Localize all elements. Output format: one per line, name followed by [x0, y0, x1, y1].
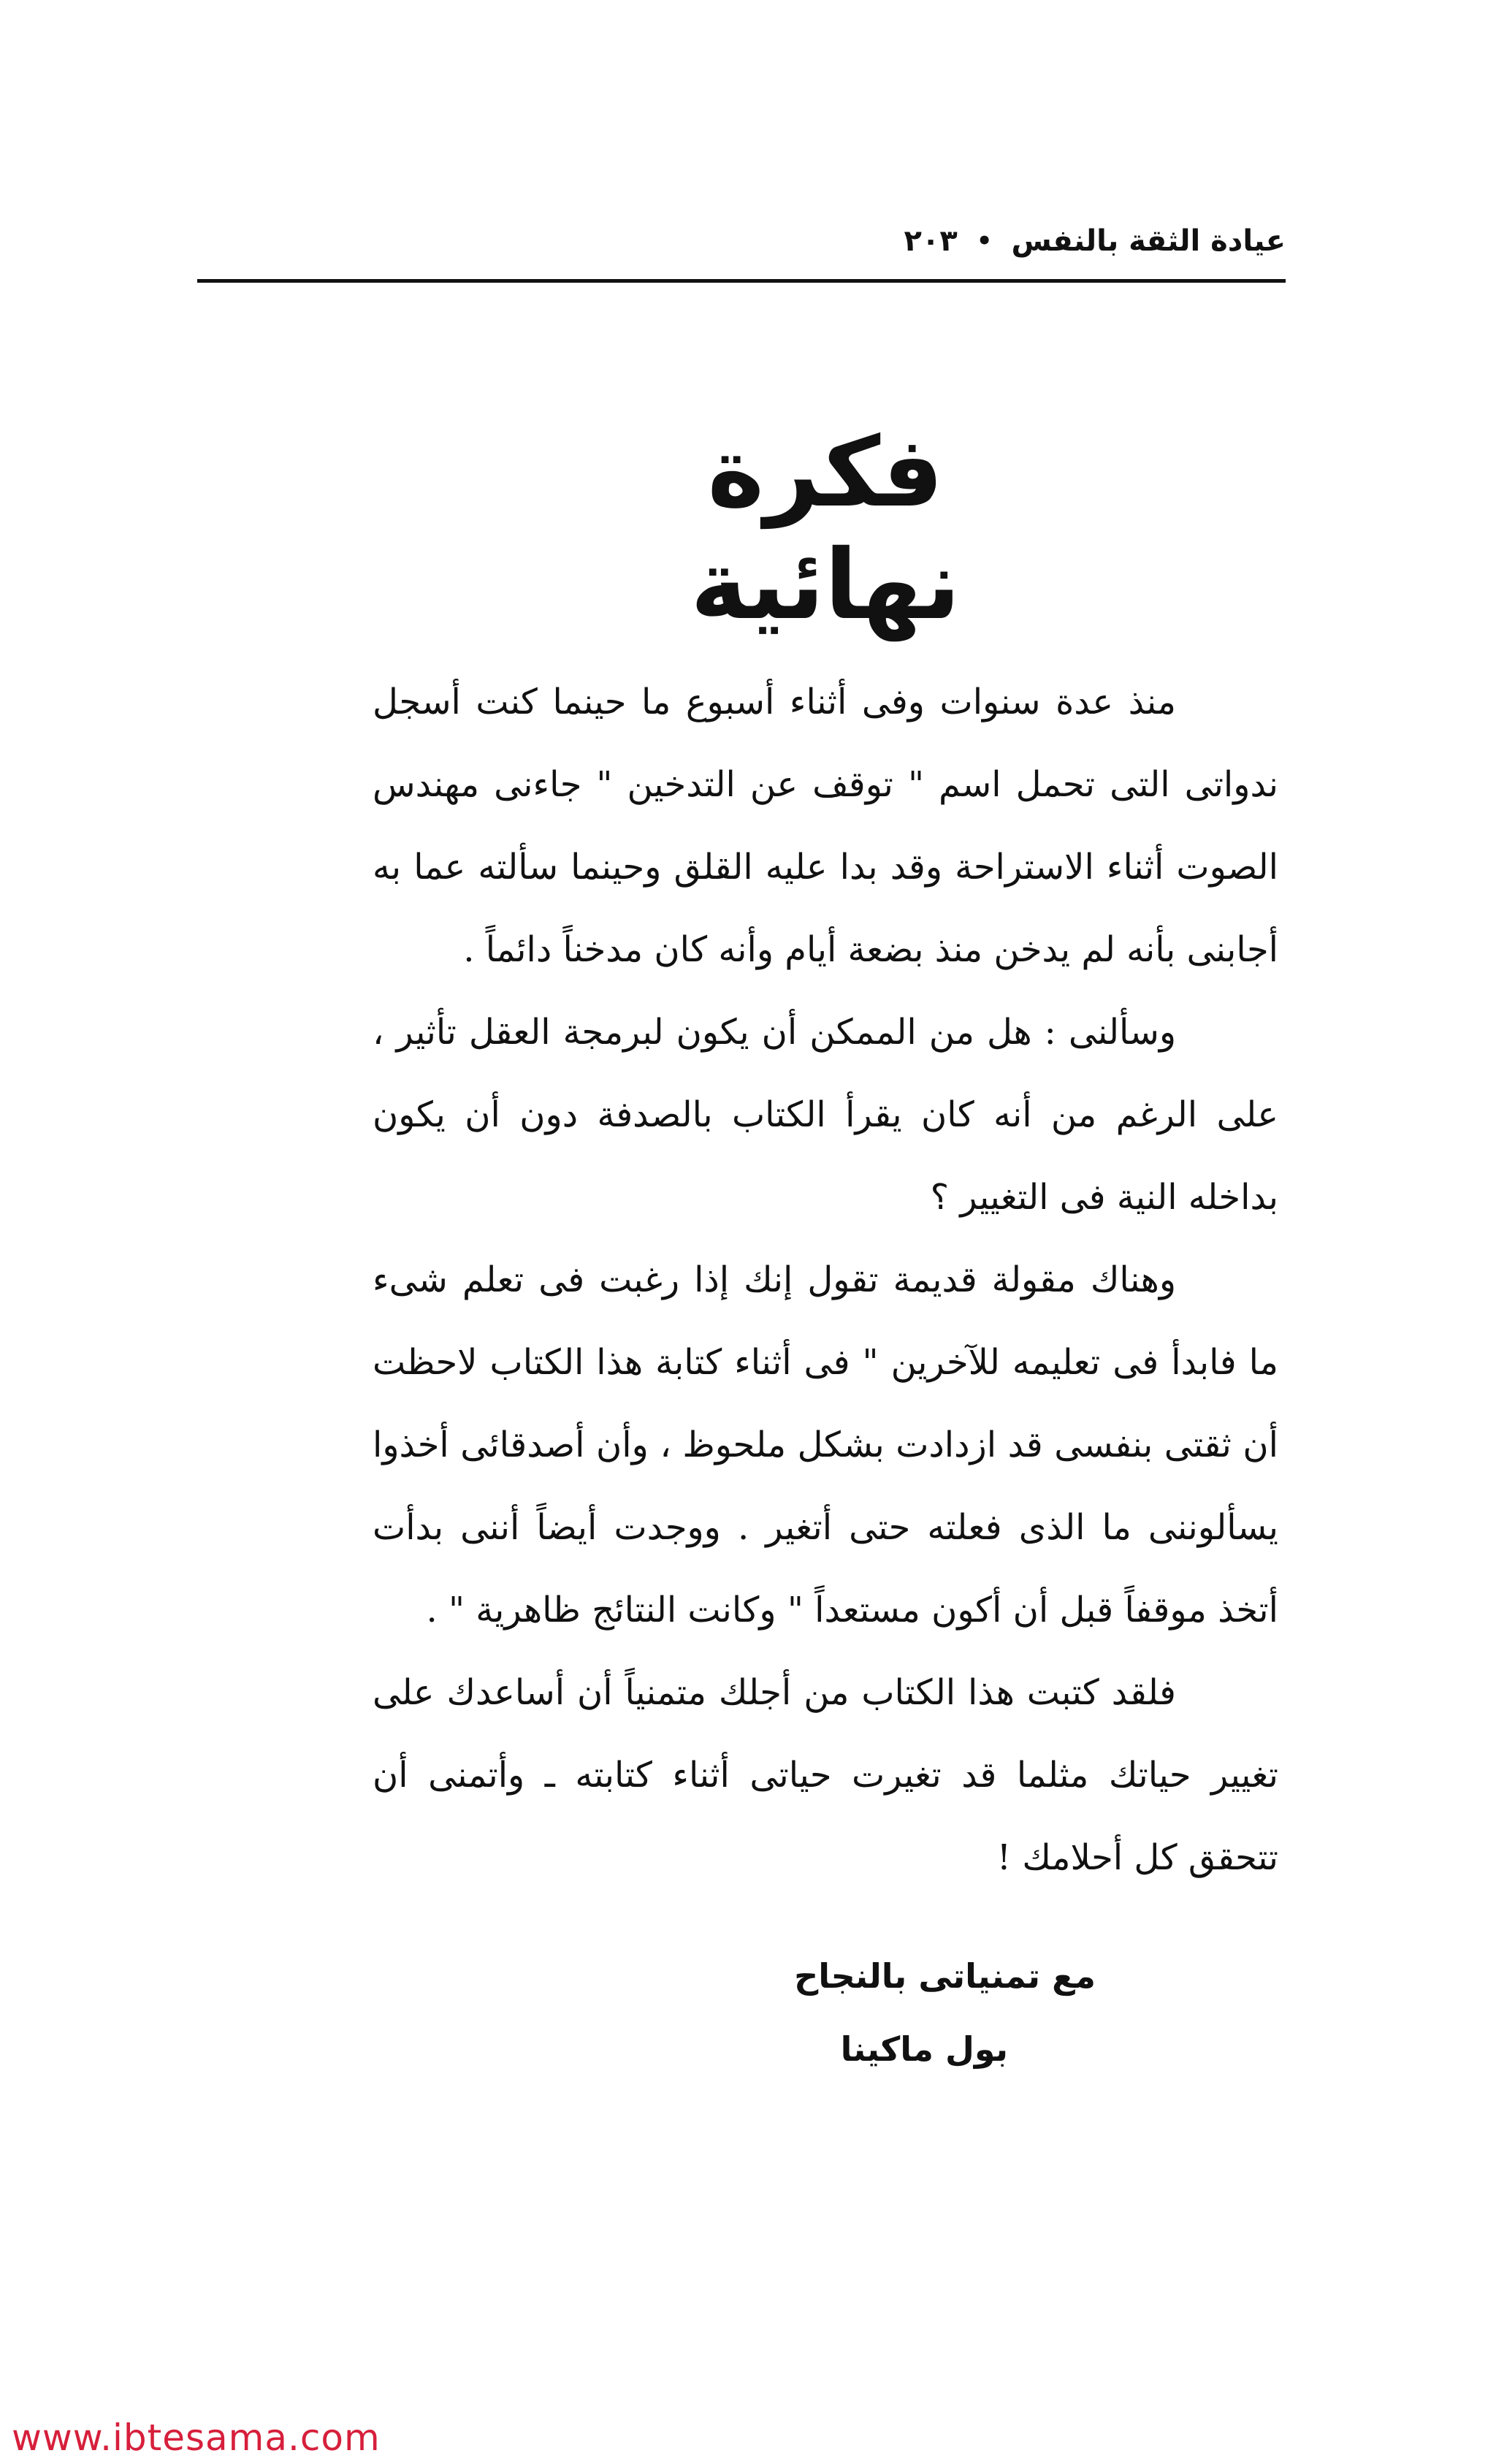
- paragraph: وهناك مقولة قديمة تقول إنك إذا رغبت فى تعلم شىء ما فابدأ فى تعليمه للآخرين " فى أثناء كتابة هذا الكتاب لاحظت أن ثقتى بنفسى قد ازدادت بشكل ملحوظ ، وأن أصدقائى أخذوا يسألوننى ما الذى فعلته حتى أتغير . ووجدت أيضاً أننى بدأت أتخذ موقفاً قبل أن أكون مستعداً " وكانت النتائج ظاهرية " .: [373, 1259, 1278, 1630]
- page-number: ٢٠٣: [904, 224, 958, 258]
- paragraph: فلقد كتبت هذا الكتاب من أجلك متمنياً أن أساعدك على تغيير حياتك مثلما قد تغيرت حياتى أثناء كتابته ـ وأتمنى أن تتحقق كل أحلامك !: [373, 1672, 1278, 1878]
- chapter-title: فكرة نهائية: [690, 416, 961, 641]
- signature-closing: مع تمنياتى بالنجاح: [794, 1956, 1096, 1996]
- paragraph: منذ عدة سنوات وفى أثناء أسبوع ما حينما كنت أسجل ندواتى التى تحمل اسم " توقف عن التدخين " جاءنى مهندس الصوت أثناء الاستراحة وقد بدا عليه القلق وحينما سألته عما به أجابنى بأنه لم يدخن منذ بضعة أيام وأنه كان مدخناً دائماً .: [373, 682, 1279, 970]
- running-header: [197, 219, 1286, 263]
- signature-author: بول ماكينا: [840, 2029, 1008, 2069]
- header-separator: •: [976, 226, 993, 256]
- watermark-url[interactable]: www.ibtesama.com: [12, 2417, 381, 2459]
- paragraph: وسألنى : هل من الممكن أن يكون لبرمجة العقل تأثير ، على الرغم من أنه كان يقرأ الكتاب بالصدفة دون أن يكون بداخله النية فى التغيير ؟: [373, 1012, 1279, 1218]
- body-text: [373, 661, 1278, 1899]
- header-rule: [197, 279, 1286, 283]
- signature-block: [657, 1939, 1096, 2086]
- running-title: عيادة الثقة بالنفس: [1011, 224, 1286, 258]
